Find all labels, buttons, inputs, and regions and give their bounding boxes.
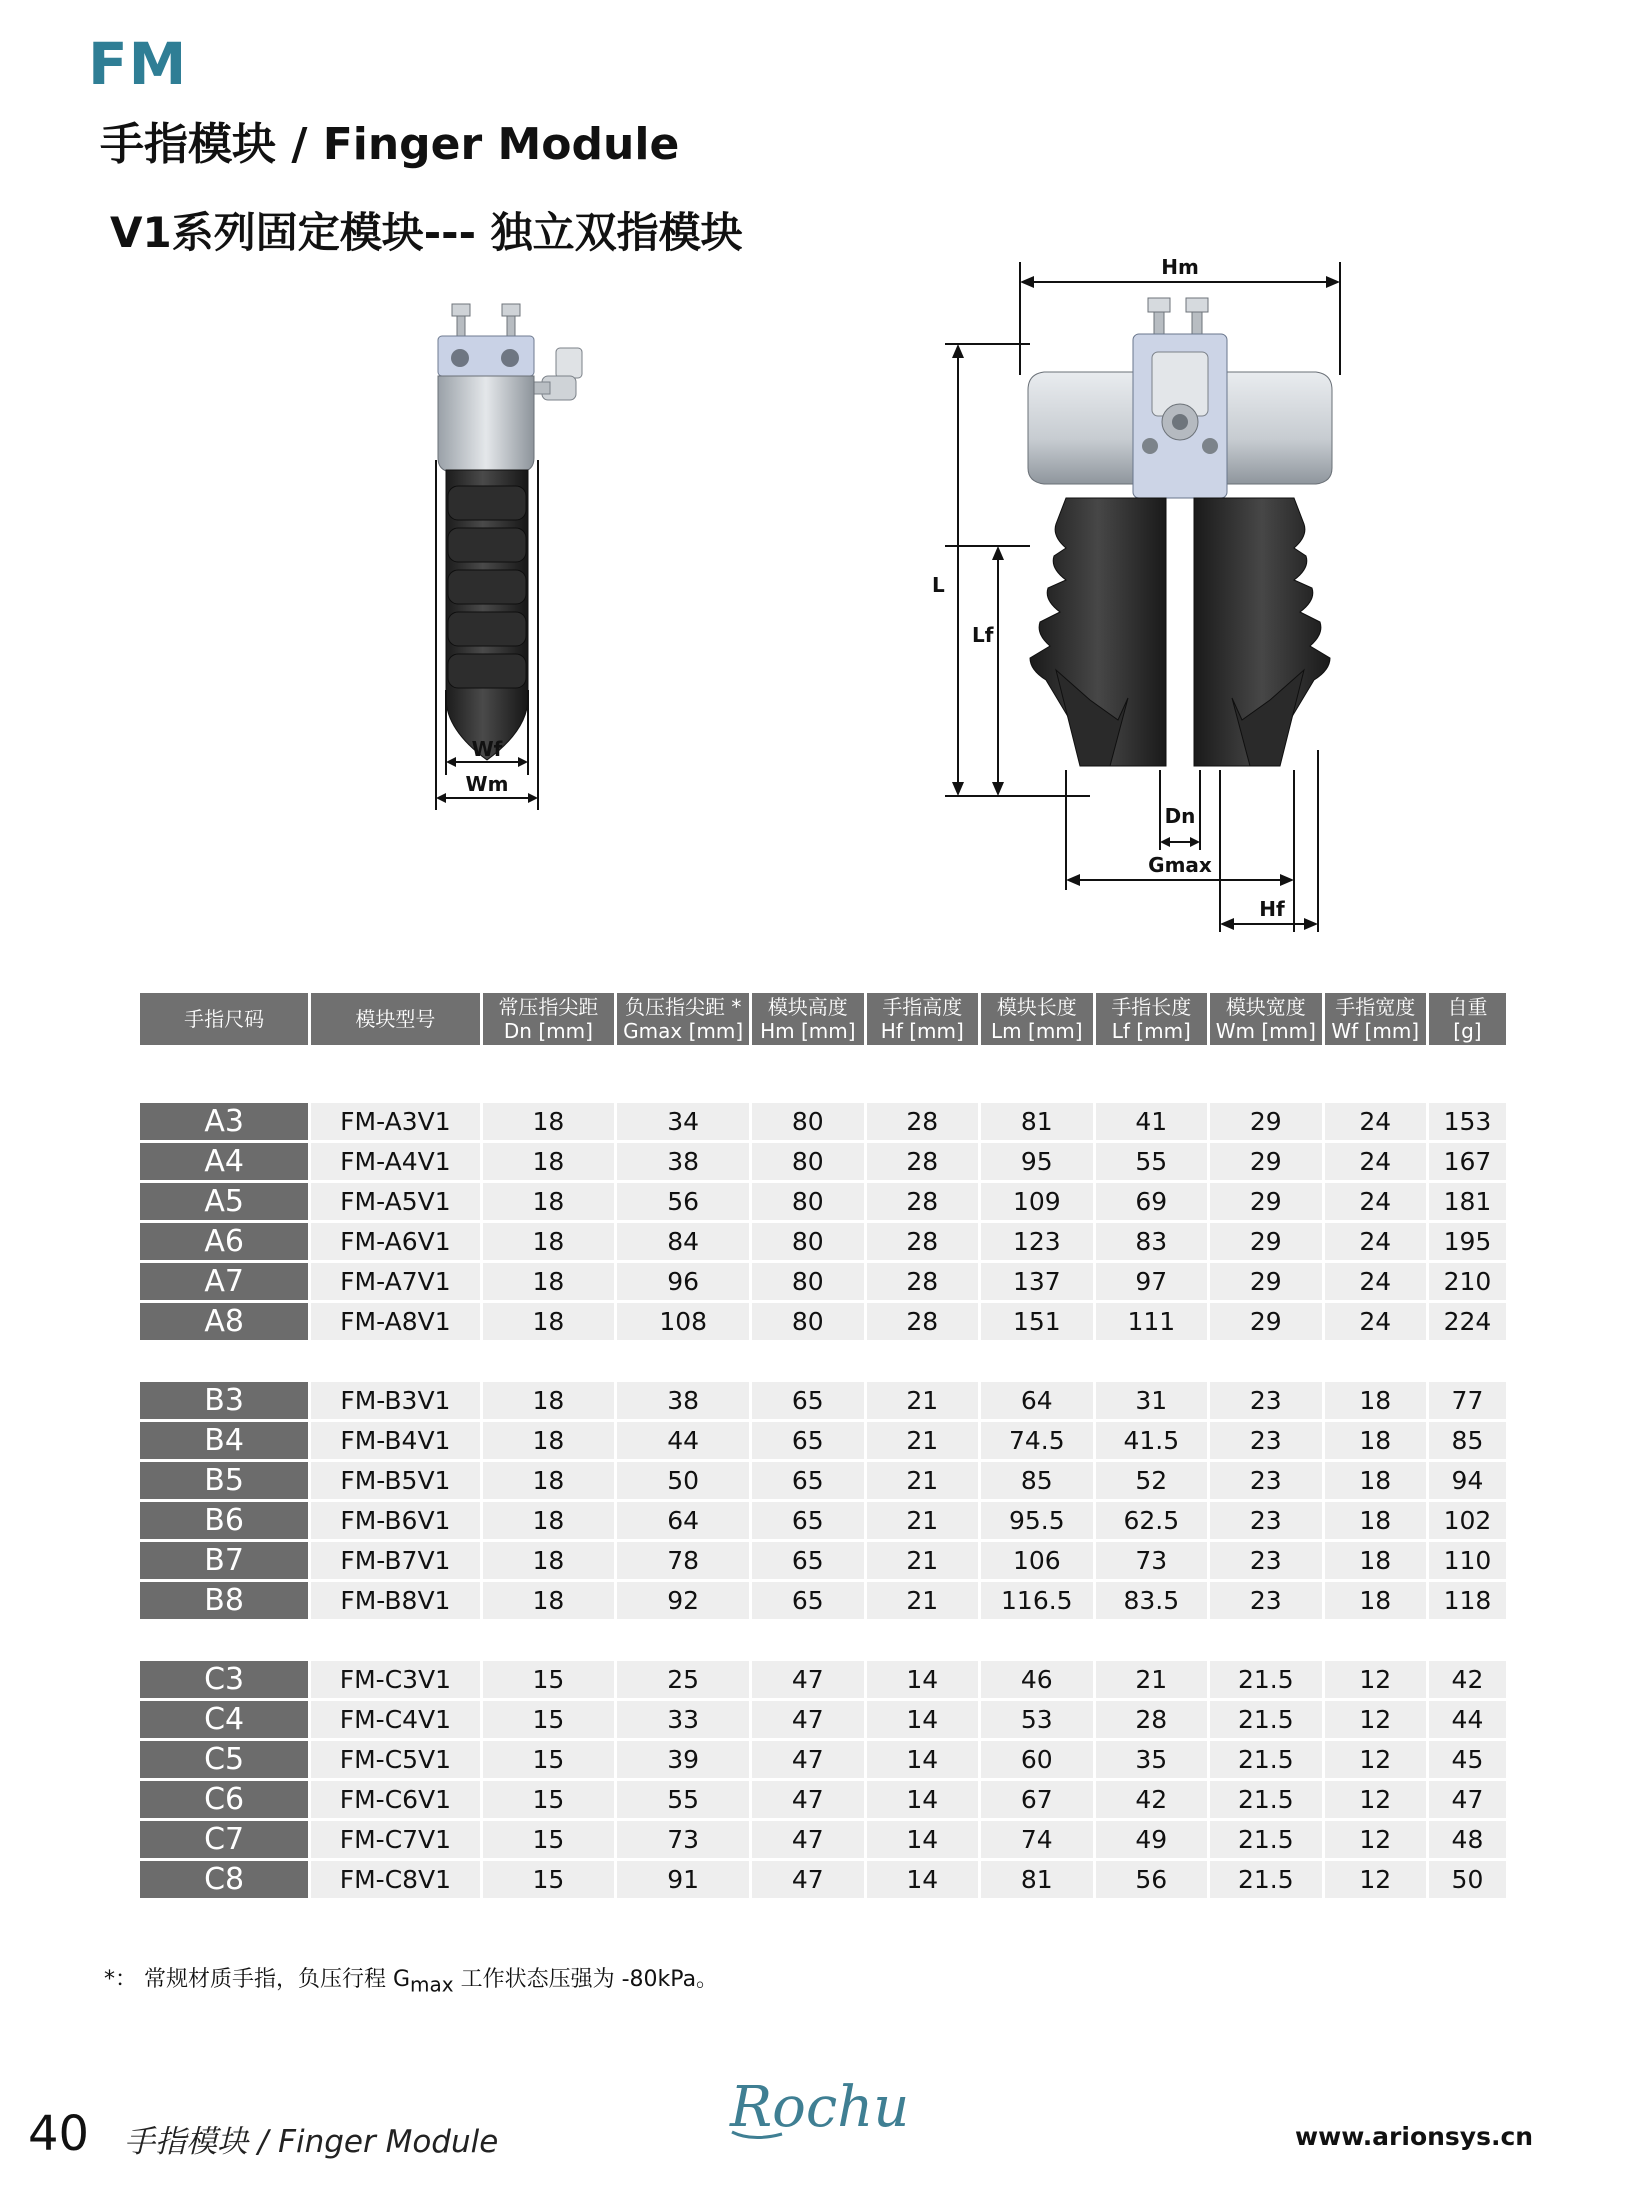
column-header <box>1429 993 1506 1045</box>
table-cell: 33 <box>617 1701 749 1738</box>
table-cell: 102 <box>1429 1502 1506 1539</box>
table-cell: 21 <box>867 1382 979 1419</box>
table-cell: 18 <box>483 1183 615 1220</box>
table-cell: 41.5 <box>1096 1422 1208 1459</box>
table-cell: 39 <box>617 1741 749 1778</box>
table-cell: 18 <box>483 1582 615 1619</box>
table-cell: 28 <box>1096 1701 1208 1738</box>
table-cell: 21 <box>867 1422 979 1459</box>
table-cell: 15 <box>483 1661 615 1698</box>
column-header <box>981 993 1093 1045</box>
model-cell: FM-B5V1 <box>311 1462 479 1499</box>
table-cell: 28 <box>867 1143 979 1180</box>
table-cell: 24 <box>1325 1183 1426 1220</box>
finger-size-cell: B6 <box>140 1502 308 1539</box>
table-cell: 29 <box>1210 1223 1322 1260</box>
table-cell: 18 <box>1325 1502 1426 1539</box>
table-cell: 21 <box>867 1462 979 1499</box>
column-header-label: 手指高度 <box>882 995 963 1019</box>
table-cell: 110 <box>1429 1542 1506 1579</box>
spacer-cell <box>140 1622 1506 1658</box>
column-header <box>483 993 615 1045</box>
column-header <box>140 993 308 1045</box>
table-cell: 50 <box>1429 1861 1506 1898</box>
column-header-label: 手指宽度 <box>1335 995 1416 1019</box>
table-cell: 42 <box>1096 1781 1208 1818</box>
table-cell: 109 <box>981 1183 1093 1220</box>
table-cell: 21 <box>1096 1661 1208 1698</box>
column-header <box>1325 993 1426 1045</box>
table-cell: 80 <box>752 1103 864 1140</box>
table-cell: 18 <box>1325 1462 1426 1499</box>
table-cell: 28 <box>867 1183 979 1220</box>
spacer-row <box>140 1622 1506 1658</box>
table-cell: 18 <box>483 1502 615 1539</box>
table-cell: 24 <box>1325 1103 1426 1140</box>
table-cell: 23 <box>1210 1382 1322 1419</box>
table-cell: 85 <box>1429 1422 1506 1459</box>
column-header-label: 负压指尖距 * <box>625 995 742 1019</box>
table-cell: 91 <box>617 1861 749 1898</box>
table-cell: 64 <box>981 1382 1093 1419</box>
table-cell: 21.5 <box>1210 1741 1322 1778</box>
column-header-unit: Wf [mm] <box>1331 1019 1420 1043</box>
column-header-unit: Dn [mm] <box>503 1019 593 1043</box>
table-cell: 25 <box>617 1661 749 1698</box>
table-cell: 64 <box>617 1502 749 1539</box>
table-cell: 15 <box>483 1781 615 1818</box>
column-header-label: 手指尺码 <box>184 1007 265 1031</box>
table-row <box>140 1701 1506 1738</box>
spacer-row <box>140 1343 1506 1379</box>
table-cell: 116.5 <box>981 1582 1093 1619</box>
table-cell: 21.5 <box>1210 1661 1322 1698</box>
finger-size-cell: A6 <box>140 1223 308 1260</box>
table-cell: 41 <box>1096 1103 1208 1140</box>
table-cell: 35 <box>1096 1741 1208 1778</box>
spacer-cell <box>140 1048 1506 1100</box>
side-view-diagram <box>410 290 650 830</box>
column-header-label: 手指长度 <box>1111 995 1192 1019</box>
table-cell: 23 <box>1210 1462 1322 1499</box>
table-cell: 118 <box>1429 1582 1506 1619</box>
table-cell: 23 <box>1210 1582 1322 1619</box>
label-wf: Wf <box>471 737 503 761</box>
column-header <box>617 993 749 1045</box>
table-cell: 24 <box>1325 1263 1426 1300</box>
column-header-unit: Lm [mm] <box>991 1019 1083 1043</box>
table-cell: 24 <box>1325 1223 1426 1260</box>
table-cell: 74.5 <box>981 1422 1093 1459</box>
model-cell: FM-B6V1 <box>311 1502 479 1539</box>
table-cell: 95.5 <box>981 1502 1093 1539</box>
table-cell: 47 <box>752 1701 864 1738</box>
table-cell: 24 <box>1325 1143 1426 1180</box>
finger-size-cell: B5 <box>140 1462 308 1499</box>
finger-size-cell: A4 <box>140 1143 308 1180</box>
table-cell: 28 <box>867 1103 979 1140</box>
table-row <box>140 1741 1506 1778</box>
brand-code: FM <box>88 30 188 98</box>
column-header <box>1210 993 1322 1045</box>
table-cell: 65 <box>752 1502 864 1539</box>
table-cell: 47 <box>1429 1781 1506 1818</box>
table-cell: 224 <box>1429 1303 1506 1340</box>
label-lf: Lf <box>972 623 994 647</box>
table-cell: 21.5 <box>1210 1701 1322 1738</box>
footnote <box>104 1962 718 1996</box>
table-cell: 12 <box>1325 1821 1426 1858</box>
rochu-logo <box>722 2060 922 2150</box>
table-cell: 47 <box>752 1781 864 1818</box>
finger-size-cell: A5 <box>140 1183 308 1220</box>
label-dn: Dn <box>1164 804 1196 828</box>
table-cell: 94 <box>1429 1462 1506 1499</box>
table-cell: 14 <box>867 1741 979 1778</box>
table-cell: 18 <box>1325 1382 1426 1419</box>
table-row <box>140 1821 1506 1858</box>
footer-section-label: 手指模块 / Finger Module <box>124 2124 499 2160</box>
model-cell: FM-B8V1 <box>311 1582 479 1619</box>
table-header <box>140 993 1506 1045</box>
table-cell: 15 <box>483 1861 615 1898</box>
table-cell: 65 <box>752 1382 864 1419</box>
table-cell: 69 <box>1096 1183 1208 1220</box>
table-cell: 12 <box>1325 1701 1426 1738</box>
table-cell: 80 <box>752 1303 864 1340</box>
spacer-cell <box>140 1343 1506 1379</box>
table-row <box>140 1781 1506 1818</box>
table-cell: 14 <box>867 1861 979 1898</box>
table-cell: 73 <box>617 1821 749 1858</box>
table-cell: 24 <box>1325 1303 1426 1340</box>
table-cell: 21.5 <box>1210 1781 1322 1818</box>
section-subtitle: V1系列固定模块--- 独立双指模块 <box>110 208 743 257</box>
finger-size-cell: C3 <box>140 1661 308 1698</box>
table-cell: 38 <box>617 1382 749 1419</box>
page-number: 40 <box>28 2106 90 2162</box>
table-row <box>140 1462 1506 1499</box>
table-cell: 65 <box>752 1462 864 1499</box>
table-cell: 46 <box>981 1661 1093 1698</box>
table-cell: 21.5 <box>1210 1861 1322 1898</box>
column-header-unit: Hm [mm] <box>760 1019 856 1043</box>
table-cell: 29 <box>1210 1143 1322 1180</box>
table-cell: 78 <box>617 1542 749 1579</box>
table-cell: 47 <box>752 1661 864 1698</box>
table-cell: 34 <box>617 1103 749 1140</box>
table-body <box>140 1048 1506 1898</box>
table-cell: 84 <box>617 1223 749 1260</box>
table-cell: 18 <box>483 1143 615 1180</box>
table-cell: 42 <box>1429 1661 1506 1698</box>
table-header-row <box>140 993 1506 1045</box>
table-cell: 18 <box>483 1103 615 1140</box>
table-cell: 48 <box>1429 1821 1506 1858</box>
label-gmax: Gmax <box>1148 853 1212 877</box>
column-header-label: 模块长度 <box>996 995 1077 1019</box>
table-cell: 18 <box>483 1542 615 1579</box>
footnote-prefix: *： 常规材质手指，负压行程 G <box>104 1967 411 1992</box>
table-cell: 111 <box>1096 1303 1208 1340</box>
table-cell: 18 <box>483 1382 615 1419</box>
table-cell: 53 <box>981 1701 1093 1738</box>
table-cell: 18 <box>483 1263 615 1300</box>
table-cell: 92 <box>617 1582 749 1619</box>
table-cell: 181 <box>1429 1183 1506 1220</box>
model-cell: FM-C3V1 <box>311 1661 479 1698</box>
table-cell: 23 <box>1210 1502 1322 1539</box>
table-cell: 62.5 <box>1096 1502 1208 1539</box>
table-cell: 12 <box>1325 1861 1426 1898</box>
table-cell: 29 <box>1210 1303 1322 1340</box>
table-cell: 65 <box>752 1542 864 1579</box>
table-cell: 21 <box>867 1502 979 1539</box>
column-header <box>867 993 979 1045</box>
table-cell: 55 <box>617 1781 749 1818</box>
table-cell: 97 <box>1096 1263 1208 1300</box>
table-cell: 153 <box>1429 1103 1506 1140</box>
table-cell: 12 <box>1325 1781 1426 1818</box>
table-cell: 18 <box>483 1303 615 1340</box>
table-cell: 31 <box>1096 1382 1208 1419</box>
model-cell: FM-A4V1 <box>311 1143 479 1180</box>
column-header-label: 模块高度 <box>767 995 848 1019</box>
table-row <box>140 1103 1506 1140</box>
svg-text:Rochu: Rochu <box>730 2075 910 2140</box>
table-cell: 65 <box>752 1422 864 1459</box>
table-cell: 167 <box>1429 1143 1506 1180</box>
column-header <box>752 993 864 1045</box>
table-cell: 47 <box>752 1821 864 1858</box>
table-cell: 137 <box>981 1263 1093 1300</box>
table-cell: 14 <box>867 1701 979 1738</box>
table-cell: 195 <box>1429 1223 1506 1260</box>
finger-size-cell: A7 <box>140 1263 308 1300</box>
table-cell: 23 <box>1210 1542 1322 1579</box>
table-cell: 65 <box>752 1582 864 1619</box>
table-cell: 14 <box>867 1821 979 1858</box>
label-hm: Hm <box>1161 255 1199 279</box>
model-cell: FM-A7V1 <box>311 1263 479 1300</box>
table-cell: 15 <box>483 1821 615 1858</box>
table-cell: 18 <box>483 1462 615 1499</box>
table-cell: 80 <box>752 1143 864 1180</box>
column-header-unit: [g] <box>1453 1019 1482 1043</box>
table-row <box>140 1143 1506 1180</box>
finger-size-cell: B3 <box>140 1382 308 1419</box>
table-row <box>140 1422 1506 1459</box>
label-hf: Hf <box>1259 897 1285 921</box>
model-cell: FM-B4V1 <box>311 1422 479 1459</box>
table-cell: 123 <box>981 1223 1093 1260</box>
table-cell: 67 <box>981 1781 1093 1818</box>
model-cell: FM-B7V1 <box>311 1542 479 1579</box>
column-header <box>311 993 479 1045</box>
table-cell: 56 <box>617 1183 749 1220</box>
table-row <box>140 1502 1506 1539</box>
table-cell: 50 <box>617 1462 749 1499</box>
table-cell: 83.5 <box>1096 1582 1208 1619</box>
table-cell: 28 <box>867 1223 979 1260</box>
column-header-unit: Gmax [mm] <box>623 1019 744 1043</box>
table-cell: 21 <box>867 1542 979 1579</box>
table-row <box>140 1223 1506 1260</box>
table-cell: 49 <box>1096 1821 1208 1858</box>
table-cell: 47 <box>752 1741 864 1778</box>
table-cell: 85 <box>981 1462 1093 1499</box>
table-cell: 21.5 <box>1210 1821 1322 1858</box>
footnote-suffix: 工作状态压强为 -80kPa。 <box>453 1967 719 1992</box>
table-cell: 15 <box>483 1701 615 1738</box>
table-cell: 151 <box>981 1303 1093 1340</box>
table-cell: 81 <box>981 1861 1093 1898</box>
table-cell: 21 <box>867 1582 979 1619</box>
table-row <box>140 1303 1506 1340</box>
model-cell: FM-A3V1 <box>311 1103 479 1140</box>
table-row <box>140 1661 1506 1698</box>
finger-size-cell: A3 <box>140 1103 308 1140</box>
finger-size-cell: C7 <box>140 1821 308 1858</box>
column-header-unit: Lf [mm] <box>1111 1019 1191 1043</box>
table-cell: 18 <box>1325 1542 1426 1579</box>
table-cell: 23 <box>1210 1422 1322 1459</box>
column-header-unit: Wm [mm] <box>1215 1019 1316 1043</box>
model-cell: FM-C6V1 <box>311 1781 479 1818</box>
model-cell: FM-C4V1 <box>311 1701 479 1738</box>
table-cell: 38 <box>617 1143 749 1180</box>
table-cell: 80 <box>752 1183 864 1220</box>
finger-size-cell: B8 <box>140 1582 308 1619</box>
table-cell: 18 <box>483 1223 615 1260</box>
table-cell: 18 <box>1325 1422 1426 1459</box>
table-cell: 14 <box>867 1781 979 1818</box>
finger-size-cell: B4 <box>140 1422 308 1459</box>
model-cell: FM-C5V1 <box>311 1741 479 1778</box>
table-cell: 73 <box>1096 1542 1208 1579</box>
table-cell: 96 <box>617 1263 749 1300</box>
finger-size-cell: C6 <box>140 1781 308 1818</box>
table-cell: 106 <box>981 1542 1093 1579</box>
table-row <box>140 1382 1506 1419</box>
table-cell: 14 <box>867 1661 979 1698</box>
table-cell: 47 <box>752 1861 864 1898</box>
table-cell: 29 <box>1210 1183 1322 1220</box>
table-cell: 18 <box>483 1422 615 1459</box>
table-cell: 45 <box>1429 1741 1506 1778</box>
table-cell: 28 <box>867 1303 979 1340</box>
table-cell: 80 <box>752 1263 864 1300</box>
table-cell: 210 <box>1429 1263 1506 1300</box>
table-cell: 44 <box>617 1422 749 1459</box>
model-cell: FM-B3V1 <box>311 1382 479 1419</box>
table-cell: 95 <box>981 1143 1093 1180</box>
spacer-row <box>140 1048 1506 1100</box>
column-header-unit: Hf [mm] <box>880 1019 964 1043</box>
column-header-label: 常压指尖距 <box>498 995 599 1019</box>
table-cell: 77 <box>1429 1382 1506 1419</box>
table-row <box>140 1582 1506 1619</box>
finger-size-cell: C8 <box>140 1861 308 1898</box>
table-cell: 44 <box>1429 1701 1506 1738</box>
table-cell: 80 <box>752 1223 864 1260</box>
model-cell: FM-C7V1 <box>311 1821 479 1858</box>
column-header <box>1096 993 1208 1045</box>
label-l: L <box>932 573 945 597</box>
finger-size-cell: C5 <box>140 1741 308 1778</box>
model-cell: FM-C8V1 <box>311 1861 479 1898</box>
table-cell: 60 <box>981 1741 1093 1778</box>
label-wm: Wm <box>465 772 509 796</box>
table-row <box>140 1542 1506 1579</box>
model-cell: FM-A8V1 <box>311 1303 479 1340</box>
table-cell: 15 <box>483 1741 615 1778</box>
table-cell: 18 <box>1325 1582 1426 1619</box>
finger-size-cell: C4 <box>140 1701 308 1738</box>
front-view-diagram <box>880 250 1380 940</box>
model-cell: FM-A5V1 <box>311 1183 479 1220</box>
table-row <box>140 1861 1506 1898</box>
column-header-label: 模块型号 <box>355 1007 436 1031</box>
column-header-label: 自重 <box>1447 995 1488 1019</box>
finger-size-cell: A8 <box>140 1303 308 1340</box>
table-cell: 29 <box>1210 1263 1322 1300</box>
page-title: 手指模块 / Finger Module <box>100 119 680 170</box>
table-cell: 29 <box>1210 1103 1322 1140</box>
website-url: www.arionsys.cn <box>1295 2122 1534 2151</box>
table-cell: 74 <box>981 1821 1093 1858</box>
table-cell: 28 <box>867 1263 979 1300</box>
column-header-label: 模块宽度 <box>1225 995 1306 1019</box>
table-cell: 83 <box>1096 1223 1208 1260</box>
table-cell: 12 <box>1325 1661 1426 1698</box>
finger-size-cell: B7 <box>140 1542 308 1579</box>
table-row <box>140 1263 1506 1300</box>
table-row <box>140 1183 1506 1220</box>
table-cell: 55 <box>1096 1143 1208 1180</box>
table-cell: 52 <box>1096 1462 1208 1499</box>
table-cell: 12 <box>1325 1741 1426 1778</box>
table-cell: 108 <box>617 1303 749 1340</box>
model-cell: FM-A6V1 <box>311 1223 479 1260</box>
spec-table <box>137 990 1509 1901</box>
table-cell: 81 <box>981 1103 1093 1140</box>
table-cell: 56 <box>1096 1861 1208 1898</box>
footnote-sub: max <box>410 1972 454 1997</box>
